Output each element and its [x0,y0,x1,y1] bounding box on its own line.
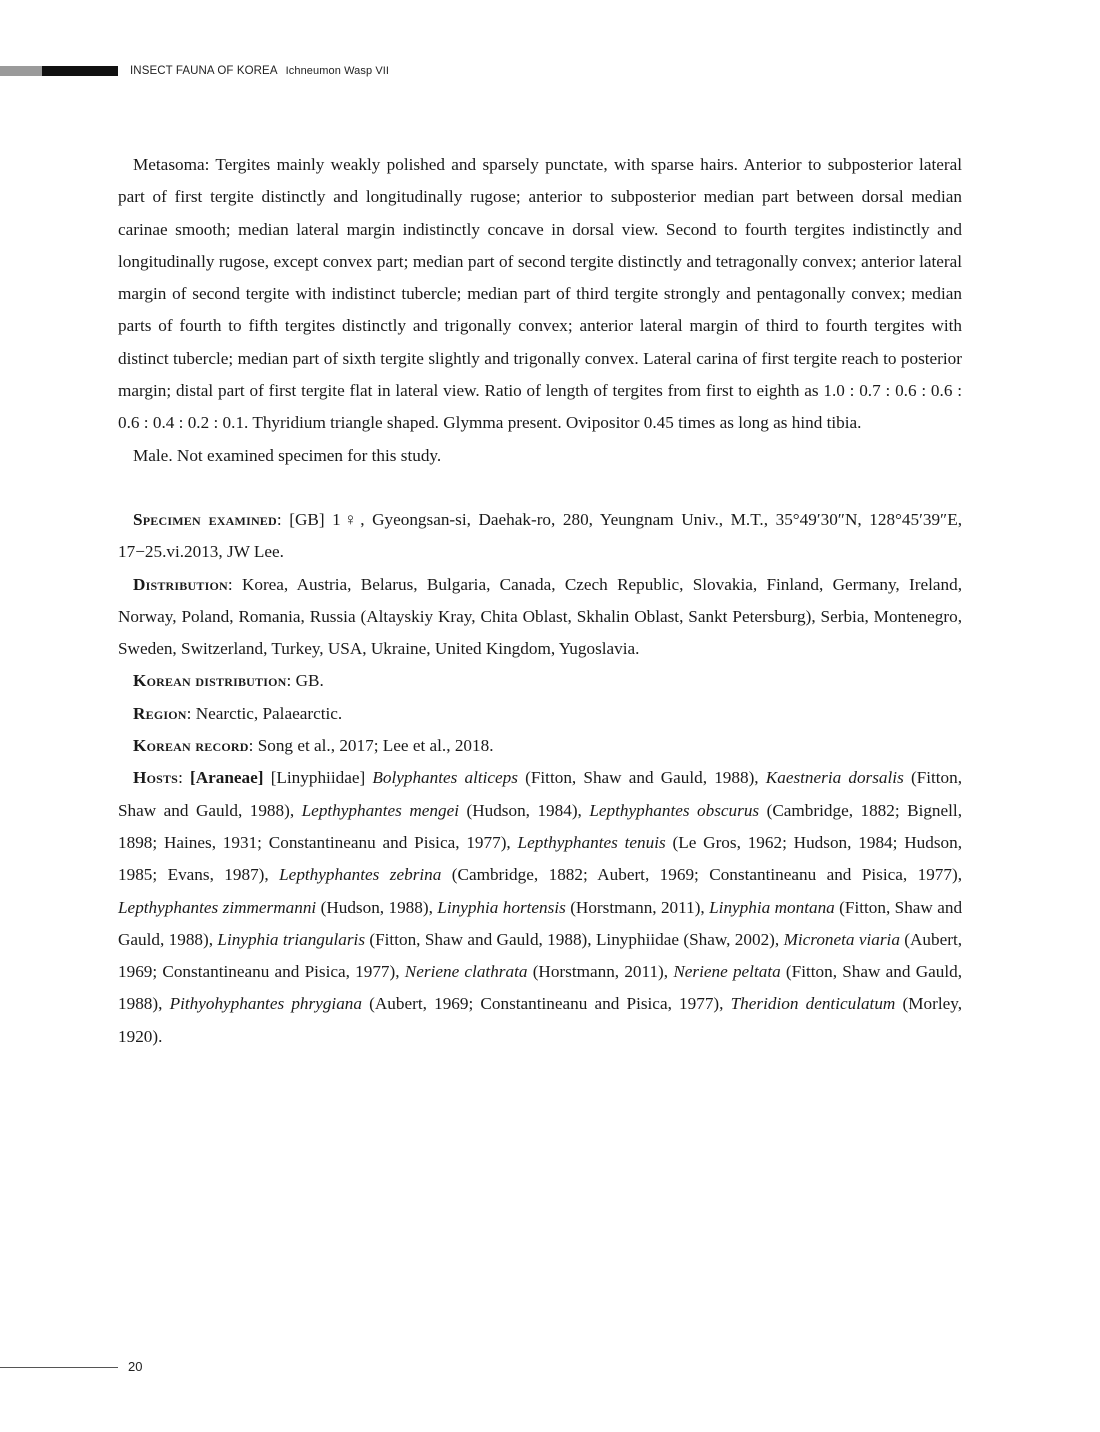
host-references: (Morley, 1920). [118,994,963,1046]
metasoma-paragraph: Metasoma: Tergites mainly weakly polished and sparsely punctate, with sparse hairs. Anterior to subposterior lateral part of first tergite distinctly and longitudinally rugose; anterior to subposterior median part between dorsal median carinae smooth; median lateral margin indistinctly concave in dorsal view. Second to fourth tergites indistinctly and longitudinally rugose, except convex part; median part of second tergite distinctly and tetragonally convex; anterior lateral margin of second tergite with indistinct tubercle; median part of third tergite strongly and pentagonally convex; median parts of fourth to fifth tergites distinctly and trigonally convex; anterior lateral margin of third to fourth tergites with distinct tubercle; median part of sixth tergite slightly and trigonally convex. Lateral carina of first tergite reach to posterior margin; distal part of first tergite flat in lateral view. Ratio of length of tergites from first to eighth as 1.0 : 0.7 : 0.6 : 0.6 : 0.6 : 0.4 : 0.2 : 0.1. Thyridium triangle shaped. Glymma present. Ovipositor 0.45 times as long as hind tibia. [118,155,962,433]
section-gap [118,472,962,504]
korean-record-label: Korean record [133,736,249,756]
region-paragraph: Region: Nearctic, Palaearctic. [133,703,343,723]
host-references: (Le Gros, 1962; Hudson, 1984; Hudson, 1985; Evans, 1987), [118,832,962,885]
host-references: (Fitton, Shaw and Gauld, 1988), [369,929,592,949]
host-species-name: Theridion denticulatum [730,994,896,1014]
specimen-label: Specimen examined [133,509,277,529]
host-species-name: Neriene peltata [673,962,781,982]
host-references: (Fitton, Shaw and Gauld, 1988), [118,768,963,820]
page-body [118,149,962,1053]
host-references: (Shaw, 2002), [683,929,780,949]
distribution-paragraph: Distribution: Korea, Austria, Belarus, Bulgaria, Canada, Czech Republic, Slovakia, Finland, Germany, Ireland, Norway, Poland, Romania, Russia (Altayskiy Kray, Chita Oblast, Skhalin Oblast, Sankt Petersburg), Serbia, Montenegro, Sweden, Switzerland, Turkey, USA, Ukraine, United Kingdom, Yugoslavia. [118,574,962,659]
series-title: INSECT FAUNA OF KOREA [130,65,278,77]
host-species-name: Kaestneria dorsalis [765,768,904,788]
running-header [0,64,600,78]
page-number: 20 [128,1359,143,1374]
host-species-name: Linyphiidae [595,929,679,949]
host-species-name: Linyphia triangularis [217,929,366,949]
distribution-label: Distribution [133,574,228,594]
host-species-name: Lepthyphantes mengei [301,800,459,820]
host-references: (Fitton, Shaw and Gauld, 1988), [118,962,963,1014]
volume-title: Ichneumon Wasp VII [285,65,390,77]
host-references: (Cambridge, 1882; Bignell, 1898; Haines, 1931; Constantineanu and Pisica, 1977), [118,800,963,852]
host-references: (Aubert, 1969; Constantineanu and Pisica, 1977), [369,994,724,1014]
host-references: (Horstmann, 2011), [532,962,669,982]
host-order: [Araneae] [190,768,264,788]
region-label: Region [133,703,187,723]
korean-distribution-label: Korean distribution [133,671,287,691]
host-references: (Fitton, Shaw and Gauld, 1988), [525,768,759,788]
host-references: (Hudson, 1988), [320,897,433,917]
host-entries [118,768,962,1045]
host-species-name: Neriene clathrata [404,962,528,982]
host-references: (Cambridge, 1882; Aubert, 1969; Constantineanu and Pisica, 1977), [451,865,962,885]
hosts-paragraph: Hosts: [Araneae] [Linyphiidae] Bolyphantes alticeps (Fitton, Shaw and Gauld, 1988), Kaestneria dorsalis (Fitton, Shaw and Gauld, 1988), Lepthyphantes mengei (Hudson, 1984), Lepthyphantes obscurus (Cambridge, 1882; Bignell, 1898; Haines, 1931; Constantineanu and Pisica, 1977), Lepthyphantes tenuis (Le Gros, 1962; Hudson, 1984; Hudson, 1985; Evans, 1987), Lepthyphantes zebrina (Cambridge, 1882; Aubert, 1969; Constantineanu and Pisica, 1977), Lepthyphantes zimmermanni (Hudson, 1988), Linyphia hortensis (Horstmann, 2011), Linyphia montana (Fitton, Shaw and Gauld, 1988), Linyphia triangularis (Fitton, Shaw and Gauld, 1988), Linyphiidae (Shaw, 2002), Microneta viaria (Aubert, 1969; Constantineanu and Pisica, 1977), Neriene clathrata (Horstmann, 2011), Neriene peltata (Fitton, Shaw and Gauld, 1988), Pithyohyphantes phrygiana (Aubert, 1969; Constantineanu and Pisica, 1977), Theridion denticulatum (Morley, 1920). [118,768,963,1046]
hosts-label: Hosts [133,768,179,788]
host-references: (Hudson, 1984), [466,800,582,820]
host-species-name: Lepthyphantes obscurus [589,800,760,820]
header-grey-bar [0,66,42,76]
host-species-name: Microneta viaria [783,929,900,949]
host-species-name: Lepthyphantes zimmermanni [118,897,317,917]
host-references: (Horstmann, 2011), [570,897,705,917]
korean-distribution-text: GB. [295,671,324,691]
host-species-name: Pithyohyphantes phrygiana [169,994,362,1014]
running-title [130,64,389,78]
host-species-name: Bolyphantes alticeps [372,768,518,788]
host-species-name: Lepthyphantes zebrina [279,865,442,885]
host-references: (Fitton, Shaw and Gauld, 1988), [118,897,963,949]
specimen-text: [GB] 1♀, Gyeongsan-si, Daehak-ro, 280, Yeungnam Univ., M.T., 35°49′30″N, 128°45′39″E, 17−25.vi.2013, JW Lee. [118,509,962,562]
footer-rule [0,1367,118,1368]
korean-record-paragraph: Korean record: Song et al., 2017; Lee et al., 2018. [133,736,494,756]
host-species-name: Lepthyphantes tenuis [517,832,666,852]
host-family: [Linyphiidae] [270,768,366,788]
specimen-paragraph: Specimen examined: [GB] 1♀, Gyeongsan-si, Daehak-ro, 280, Yeungnam Univ., M.T., 35°49′30″N, 128°45′39″E, 17−25.vi.2013, JW Lee. [118,509,962,562]
host-species-name: Linyphia montana [709,897,835,917]
host-species-name: Linyphia hortensis [437,897,566,917]
region-text: Nearctic, Palaearctic. [195,703,343,723]
korean-record-text: Song et al., 2017; Lee et al., 2018. [257,736,494,756]
korean-distribution-paragraph: Korean distribution: GB. [133,671,324,691]
header-black-bar [42,66,118,76]
host-references: (Aubert, 1969; Constantineanu and Pisica, 1977), [118,929,963,982]
male-paragraph: Male. Not examined specimen for this study. [133,445,442,465]
distribution-text: Korea, Austria, Belarus, Bulgaria, Canada, Czech Republic, Slovakia, Finland, Germany, Ireland, Norway, Poland, Romania, Russia (Altayskiy Kray, Chita Oblast, Skhalin Oblast, Sankt Petersburg), Serbia, Montenegro, Sweden, Switzerland, Turkey, USA, Ukraine, United Kingdom, Yugoslavia. [118,574,962,659]
